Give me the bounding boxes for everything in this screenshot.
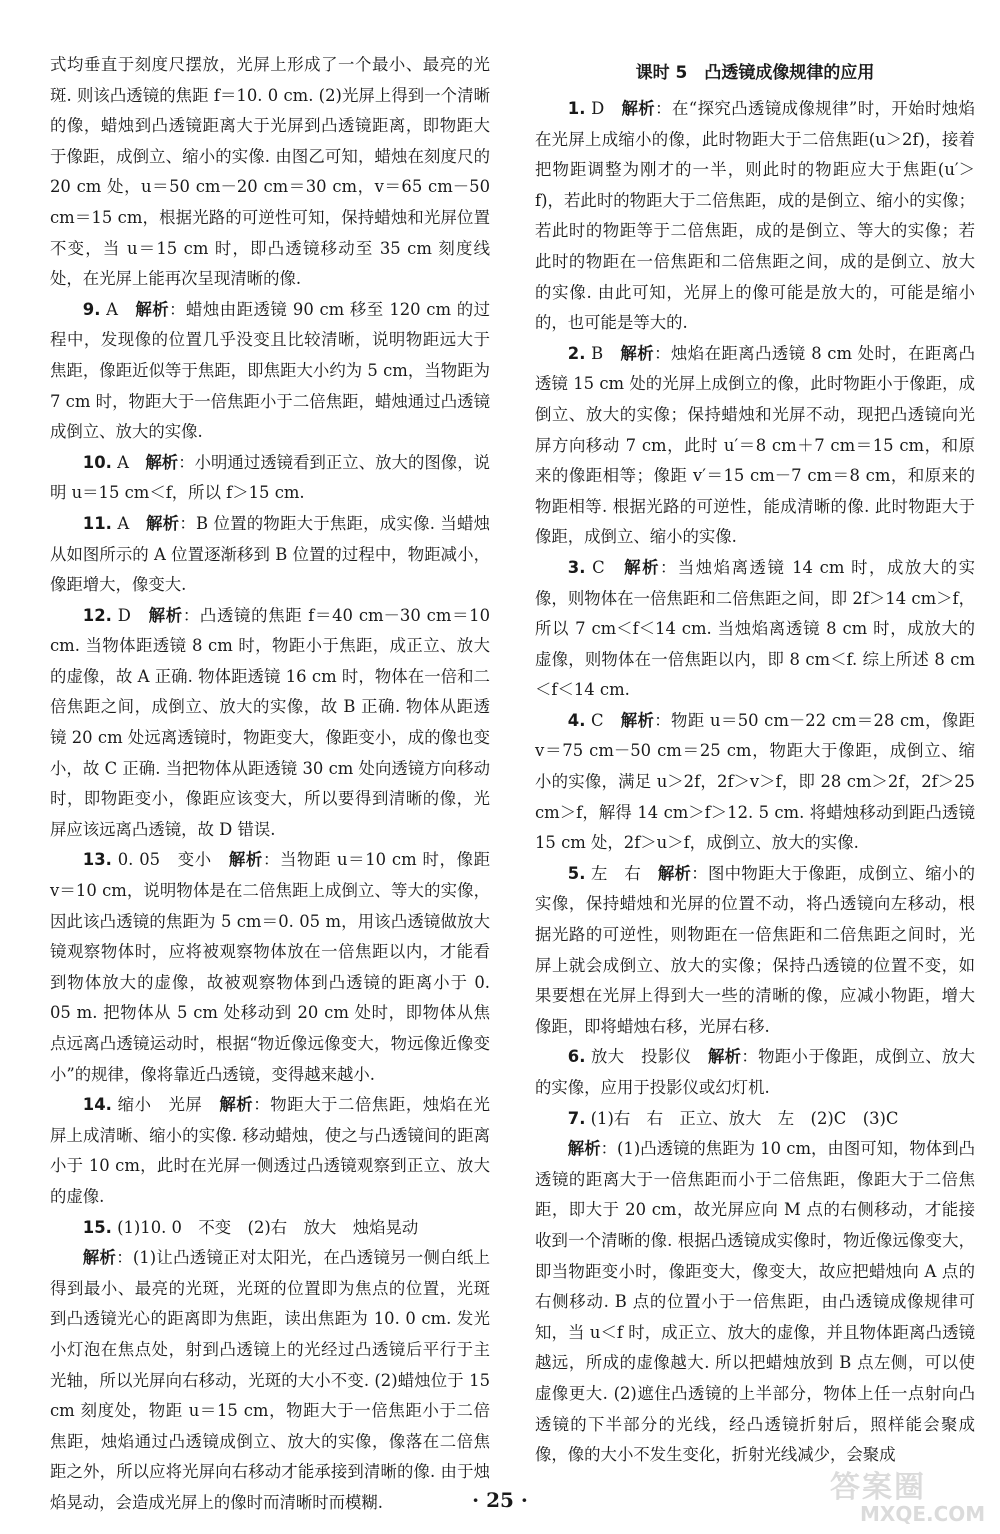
- analysis-text: ：(1)凸透镜的焦距为 10 cm，由图可知，物体到凸透镜的距离大于一倍焦距而小于二倍焦距，像距大于二倍焦距，即大于 20 cm，故光屏应向 M 点的右侧移动，才能接收到一个清晰的像. 根据凸透镜成实像时，物近像远像变大，即当物距变小时，像距变大，像变大，故应把蜡烛向 A 点的右侧移动. B 点的位置小于一倍焦距，由凸透镜成像规律可知，当 u＜f 时，成正立、放大的虚像，并且物体距离凸透镜越远，所成的虚像越大. 所以把蜡烛放到 B 点左侧，可以使虚像更大. (2)遮住凸透镜的上半部分，物体上任一点射向凸透镜的下半部分的光线，经凸透镜折射后，照样能会聚成像，像的大小不发生变化，折射光线减少，会聚成: [535, 1139, 975, 1465]
- question-number: 5.: [567, 863, 586, 883]
- analysis-label: 解析: [567, 1139, 601, 1159]
- answer-value: A: [106, 299, 118, 319]
- analysis-label: 解析: [148, 605, 183, 625]
- answer-value: 缩小 光屏: [117, 1095, 203, 1115]
- answer-value: (1)10. 0 不变 (2)右 放大 烛焰晃动: [117, 1217, 419, 1237]
- question-number: 2.: [567, 343, 586, 363]
- answer-value: D: [591, 99, 605, 118]
- page-number: · 25 ·: [472, 1488, 528, 1512]
- answer-item: [50, 845, 490, 1090]
- answer-item: [535, 339, 975, 553]
- watermark-logo: 答案圈: [830, 1470, 926, 1505]
- answer-item: [50, 1090, 490, 1212]
- analysis-label: 解析: [620, 710, 655, 730]
- analysis-text: ：图中物距大于像距，成倒立、缩小的实像，保持蜡烛和光屏的位置不动，将凸透镜向左移动，根据光路的可逆性，则物距在一倍焦距和二倍焦距之间时，光屏上就会成倒立、放大的实像；保持凸透镜的位置不变，如果要想在光屏上得到大一些的清晰的像，应减小物距，增大像距，即将蜡烛右移，光屏右移.: [535, 863, 976, 1036]
- question-number: 9.: [82, 299, 101, 319]
- watermark: [830, 1462, 995, 1530]
- analysis-label: 解析: [145, 452, 179, 472]
- question-number: 15.: [82, 1217, 112, 1237]
- analysis-label: 解析: [219, 1095, 254, 1115]
- question-number: 14.: [82, 1095, 112, 1115]
- question-number: 11.: [82, 513, 112, 533]
- paragraph-text: 式均垂直于刻度尺摆放，光屏上形成了一个最小、最亮的光斑. 则该凸透镜的焦距 f＝10. 0 cm. (2)光屏上得到一个清晰的像，蜡烛到凸透镜距离大于光屏到凸透镜距离，即物距大于像距，成倒立、缩小的实像. 由图乙可知，蜡烛在刻度尺的 20 cm 处，u＝50 cm－20 cm＝30 cm，v＝65 cm－50 cm＝15 cm，根据光路的可逆性可知，保持蜡烛和光屏位置不变，当 u＝15 cm 时，即凸透镜移动至 35 cm 刻度线处，在光屏上能再次呈现清晰的像.: [50, 55, 490, 289]
- analysis-label: 解析: [621, 99, 656, 118]
- answer-value: C: [592, 557, 605, 577]
- left-column: [50, 50, 490, 1519]
- answer-value: C: [591, 710, 604, 730]
- right-column-body: [535, 94, 975, 1471]
- answer-item: [50, 509, 490, 601]
- question-number: 3.: [567, 557, 586, 577]
- answer-value: A: [117, 452, 129, 472]
- solution-paragraph: [50, 1243, 490, 1518]
- question-number: 7.: [567, 1108, 586, 1128]
- analysis-label: 解析: [707, 1047, 742, 1067]
- analysis-label: 解析: [146, 513, 180, 533]
- question-number: 4.: [567, 710, 586, 730]
- analysis-label: 解析: [135, 299, 170, 319]
- question-number: 10.: [82, 452, 112, 472]
- analysis-label: 解析: [82, 1248, 117, 1268]
- analysis-text: ：物距小于像距，成倒立、放大的实像，应用于投影仪或幻灯机.: [535, 1047, 976, 1097]
- analysis-label: 解析: [228, 850, 263, 870]
- analysis-text: ：烛焰在距离凸透镜 8 cm 处时，在距离凸透镜 15 cm 处的光屏上成倒立的像，此时物距小于像距，成倒立、放大的实像；保持蜡烛和光屏不动，现把凸透镜向光屏方向移动 7 cm，此时 u′＝8 cm＋7 cm＝15 cm，和原来的像距相等；像距 v′＝15 cm－7 cm＝8 cm，和原来的物距相等. 根据光路的可逆性，能成清晰的像. 此时物距大于像距，成倒立、缩小的实像.: [535, 343, 976, 547]
- answer-item: [50, 448, 490, 509]
- answer-value: D: [117, 605, 131, 625]
- analysis-text: ：在“探究凸透镜成像规律”时，开始时烛焰在光屏上成缩小的像，此时物距大于二倍焦距(u＞2f)，接着把物距调整为刚才的一半，则此时的物距应大于焦距(u′＞f)，若此时的物距大于二倍焦距，成的是倒立、缩小的实像；若此时的物距等于二倍焦距，成的是倒立、等大的实像；若此时的物距在一倍焦距和二倍焦距之间，成的是倒立、放大的实像. 由此可知，光屏上的像可能是放大的，可能是缩小的，也可能是等大的.: [535, 99, 976, 333]
- analysis-text: ：(1)让凸透镜正对太阳光，在凸透镜另一侧白纸上得到最小、最亮的光斑，光斑的位置即为焦点的位置，光斑到凸透镜光心的距离即为焦距，读出焦距为 10. 0 cm. 发光小灯泡在焦点处，射到凸透镜上的光经过凸透镜后平行于主光轴，所以光屏向右移动，光斑的大小不变. (2)蜡烛位于 15 cm 刻度处，物距 u＝15 cm，物距大于一倍焦距小于二倍焦距，烛焰通过凸透镜成倒立、放大的实像，像落在二倍焦距之外，所以应将光屏向右移动才能承接到清晰的像. 由于烛焰晃动，会造成光屏上的像时而清晰时而模糊.: [50, 1248, 490, 1512]
- answer-value: 左 右: [590, 863, 642, 883]
- analysis-text: ：凸透镜的焦距 f＝40 cm－30 cm＝10 cm. 当物体距透镜 8 cm 时，物距小于焦距，成正立、放大的虚像，故 A 正确. 物体距透镜 16 cm 时，物体在一倍和二倍焦距之间，成倒立、放大的实像，故 B 正确. 物体从距透镜 20 cm 处远离透镜时，物距变大，像距变小，成的像也变小，故 C 正确. 当把物体从距透镜 30 cm 处向透镜方向移动时，即物距变小，像距应该变大，所以要得到清晰的像，光屏应该远离凸透镜，故 D 错误.: [50, 605, 491, 839]
- section-title: 课时 5 凸透镜成像规律的应用: [635, 63, 875, 83]
- analysis-text: ：当烛焰离透镜 14 cm 时，成放大的实像，则物体在一倍焦距和二倍焦距之间，即 2f＞14 cm＞f，所以 7 cm＜f＜14 cm. 当烛焰离透镜 8 cm 时，成放大的虚像，则物体在一倍焦距以内，即 8 cm＜f. 综上所述 8 cm＜f＜14 cm.: [535, 557, 975, 700]
- analysis-text: ：物距 u＝50 cm－22 cm＝28 cm，像距 v＝75 cm－50 cm＝25 cm，物距大于像距，成倒立、缩小的实像，满足 u＞2f，2f＞v＞f，即 28 cm＞2f，2f＞25 cm＞f，解得 14 cm＞f＞12. 5 cm. 将蜡烛移动到距凸透镜 15 cm 处，2f＞u＞f，成倒立、放大的实像.: [535, 710, 975, 853]
- answer-value: 放大 投影仪: [590, 1047, 692, 1067]
- watermark-url: MXQE.COM: [860, 1502, 986, 1526]
- analysis-text: ：B 位置的物距大于焦距，成实像. 当蜡烛从如图所示的 A 位置逐渐移到 B 位置的过程中，物距减小，像距增大，像变大.: [50, 513, 491, 595]
- answer-value: (1)右 右 正立、放大 左 (2)C (3)C: [590, 1108, 899, 1128]
- question-number: 13.: [82, 850, 112, 870]
- answer-item: [50, 1213, 490, 1244]
- right-column: [535, 50, 975, 1471]
- answer-item: [535, 706, 975, 859]
- analysis-text: ：物距大于二倍焦距，烛焰在光屏上成清晰、缩小的实像. 移动蜡烛，使之与凸透镜间的距离小于 10 cm，此时在光屏一侧透过凸透镜观察到正立、放大的虚像.: [50, 1095, 491, 1206]
- answer-item: [535, 553, 975, 706]
- analysis-label: 解析: [657, 863, 692, 883]
- answer-item: [535, 1042, 975, 1103]
- question-number: 12.: [82, 605, 112, 625]
- analysis-text: ：蜡烛由距透镜 90 cm 移至 120 cm 的过程中，发现像的位置几乎没变且比较清晰，说明物距远大于焦距，像距近似等于焦距，即焦距大小约为 5 cm，当物距为 7 cm 时，物距大于一倍焦距小于二倍焦距，蜡烛通过凸透镜成倒立、放大的实像.: [50, 299, 490, 442]
- answer-item: [535, 94, 975, 339]
- analysis-label: 解析: [620, 343, 655, 363]
- solution-paragraph: [535, 1134, 975, 1471]
- answer-item: [50, 601, 490, 846]
- answer-value: B: [591, 343, 604, 363]
- analysis-label: 解析: [624, 557, 660, 577]
- answer-item: [535, 859, 975, 1043]
- analysis-text: ：当物距 u＝10 cm 时，像距 v＝10 cm，说明物体是在二倍焦距上成倒立、等大的实像，因此该凸透镜的焦距为 5 cm＝0. 05 m，用该凸透镜做放大镜观察物体时，应将被观察物体放在一倍焦距以内，才能看到物体放大的虚像，故被观察物体到凸透镜的距离小于 0. 05 m. 把物体从 5 cm 处移动到 20 cm 处时，即物体从焦点远离凸透镜运动时，根据“物近像远像变大，物远像近像变小”的规律，像将靠近凸透镜，变得越来越小.: [50, 850, 491, 1084]
- continued-paragraph: [50, 50, 490, 295]
- answer-value: A: [117, 513, 130, 533]
- question-number: 6.: [567, 1047, 586, 1067]
- answer-value: 0. 05 变小: [117, 850, 212, 870]
- answer-item: [535, 1104, 975, 1135]
- analysis-text: ：小明通过透镜看到正立、放大的图像，说明 u＝15 cm＜f，所以 f＞15 cm.: [50, 452, 490, 503]
- question-number: 1.: [567, 99, 586, 118]
- answer-item: [50, 295, 490, 448]
